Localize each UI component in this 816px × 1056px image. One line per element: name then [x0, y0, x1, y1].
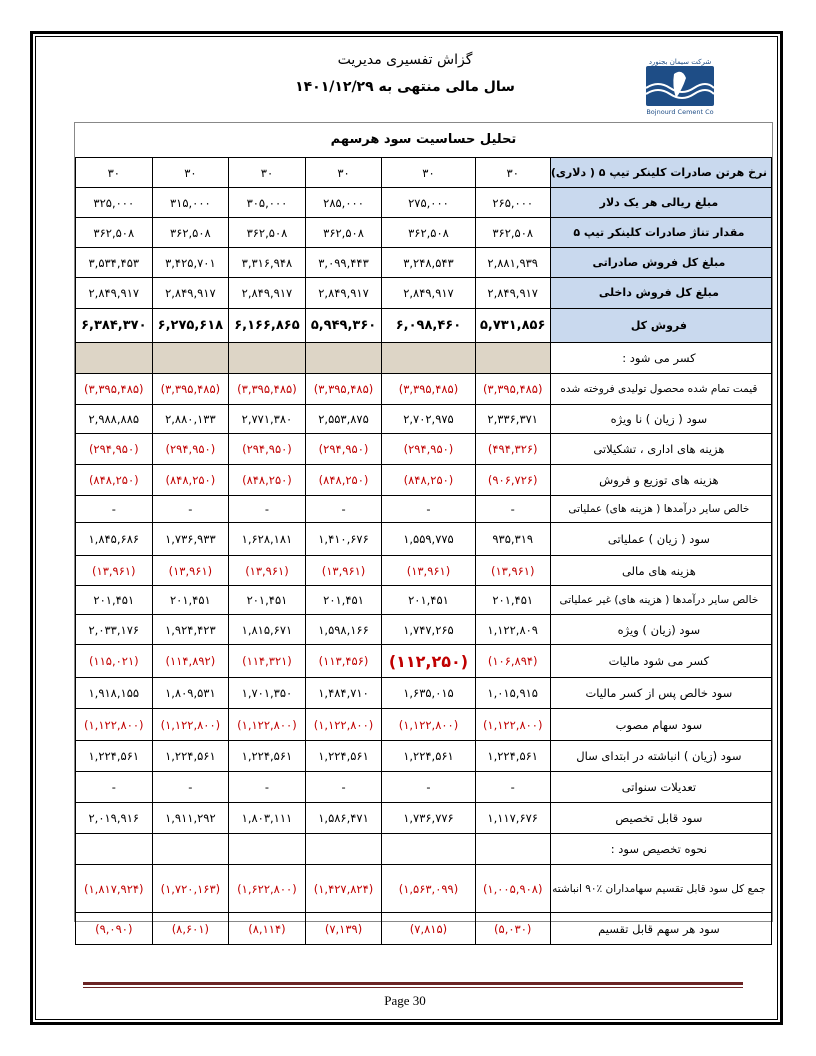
table-row [76, 772, 772, 803]
table-cell: - [229, 496, 306, 523]
table-cell: ۳۰ [305, 158, 382, 188]
table-cell: ۳,۵۳۴,۴۵۳ [76, 248, 153, 278]
table-cell: ۲,۸۴۹,۹۱۷ [76, 278, 153, 309]
row-label: مبلغ کل فروش صادراتی [550, 248, 771, 278]
table-cell: ۱,۵۹۸,۱۶۶ [305, 615, 382, 645]
table-cell: ۱,۸۰۹,۵۳۱ [152, 678, 229, 709]
table-cell: (۲۹۴,۹۵۰) [229, 434, 306, 465]
table-cell [475, 343, 550, 374]
table-cell [475, 834, 550, 865]
table-cell: - [305, 496, 382, 523]
row-label: هزینه های اداری ، تشکیلاتی [550, 434, 771, 465]
table-cell: ۳۶۲,۵۰۸ [229, 218, 306, 248]
table-cell: ۱,۱۲۲,۸۰۹ [475, 615, 550, 645]
table-cell: - [152, 496, 229, 523]
table-cell: ۶,۰۹۸,۴۶۰ [382, 309, 475, 343]
table-cell: ۱,۹۱۸,۱۵۵ [76, 678, 153, 709]
table-cell: ۲۰۱,۴۵۱ [76, 586, 153, 615]
row-label: کسر می شود مالیات [550, 645, 771, 678]
table-cell: ۳۰ [229, 158, 306, 188]
table-cell: ۳۰ [475, 158, 550, 188]
table-cell: ۳,۳۱۶,۹۴۸ [229, 248, 306, 278]
table-cell: (۷,۸۱۵) [382, 913, 475, 945]
table-cell: ۱,۷۴۷,۲۶۵ [382, 615, 475, 645]
logo-text-en: Bojnourd Cement Co [646, 108, 714, 116]
table-cell: (۲۹۴,۹۵۰) [152, 434, 229, 465]
row-label: سود هر سهم قابل تقسیم [550, 913, 771, 945]
table-cell: ۱,۲۲۴,۵۶۱ [382, 741, 475, 772]
logo-wave-icon [646, 66, 714, 106]
table-row [76, 865, 772, 913]
table-cell: - [382, 772, 475, 803]
table-cell [305, 343, 382, 374]
table-cell: - [152, 772, 229, 803]
table-cell: - [76, 496, 153, 523]
table-cell: (۸۴۸,۲۵۰) [305, 465, 382, 496]
table-cell: (۸۴۸,۲۵۰) [152, 465, 229, 496]
table-cell: ۲,۳۳۶,۳۷۱ [475, 405, 550, 434]
table-cell: ۲,۰۳۳,۱۷۶ [76, 615, 153, 645]
table-cell: (۱,۱۲۲,۸۰۰) [76, 709, 153, 741]
table-row [76, 741, 772, 772]
table-cell: ۲,۵۵۳,۸۷۵ [305, 405, 382, 434]
row-label: مقدار تناژ صادرات کلینکر تیپ ۵ [550, 218, 771, 248]
table-cell: (۱,۱۲۲,۸۰۰) [152, 709, 229, 741]
row-label: سود (زیان ) ویژه [550, 615, 771, 645]
table-cell: ۳۶۲,۵۰۸ [152, 218, 229, 248]
table-row [76, 218, 772, 248]
sensitivity-table-container [74, 122, 773, 936]
table-cell: (۱۰۶,۸۹۴) [475, 645, 550, 678]
table-cell: ۲,۸۴۹,۹۱۷ [305, 278, 382, 309]
table-cell: (۱۳,۹۶۱) [76, 556, 153, 586]
table-cell: - [229, 772, 306, 803]
table-cell: ۳۶۲,۵۰۸ [475, 218, 550, 248]
table-cell: ۳,۲۴۸,۵۴۳ [382, 248, 475, 278]
table-cell: ۳۰۵,۰۰۰ [229, 188, 306, 218]
table-cell: - [382, 496, 475, 523]
table-cell [152, 343, 229, 374]
table-cell: (۱,۱۲۲,۸۰۰) [229, 709, 306, 741]
table-cell: ۳۶۲,۵۰۸ [305, 218, 382, 248]
table-cell: (۲۹۴,۹۵۰) [76, 434, 153, 465]
row-label: هزینه های توزیع و فروش [550, 465, 771, 496]
table-cell [382, 834, 475, 865]
table-row [76, 309, 772, 343]
table-cell: ۱,۰۱۵,۹۱۵ [475, 678, 550, 709]
table-row [76, 645, 772, 678]
table-cell: (۱۳,۹۶۱) [382, 556, 475, 586]
table-cell: (۱۳,۹۶۱) [475, 556, 550, 586]
table-cell: (۳,۳۹۵,۴۸۵) [76, 374, 153, 405]
table-cell: (۱۱۵,۰۲۱) [76, 645, 153, 678]
table-cell: (۲۹۴,۹۵۰) [305, 434, 382, 465]
table-cell: ۲۰۱,۴۵۱ [305, 586, 382, 615]
row-label: مبلغ ریالی هر یک دلار [550, 188, 771, 218]
table-cell: ۱,۷۳۶,۹۳۳ [152, 523, 229, 556]
table-cell: ۲۰۱,۴۵۱ [475, 586, 550, 615]
row-label: قیمت تمام شده محصول تولیدی فروخته شده [550, 374, 771, 405]
table-cell: ۱,۵۸۶,۴۷۱ [305, 803, 382, 834]
row-label: سود قابل تخصیص [550, 803, 771, 834]
table-cell: (۱,۸۱۷,۹۲۴) [76, 865, 153, 913]
table-cell: ۳۶۲,۵۰۸ [76, 218, 153, 248]
table-row [76, 278, 772, 309]
table-cell: ۲,۸۴۹,۹۱۷ [229, 278, 306, 309]
table-cell: - [475, 496, 550, 523]
row-label: کسر می شود : [550, 343, 771, 374]
table-cell: ۱,۷۳۶,۷۷۶ [382, 803, 475, 834]
table-cell [152, 834, 229, 865]
table-cell [382, 343, 475, 374]
table-cell: ۳۰ [152, 158, 229, 188]
table-cell: ۶,۲۷۵,۶۱۸ [152, 309, 229, 343]
table-cell: ۱,۲۲۴,۵۶۱ [305, 741, 382, 772]
table-cell: - [305, 772, 382, 803]
table-title: تحلیل حساسیت سود هرسهم [330, 132, 517, 147]
table-cell: ۱,۶۲۸,۱۸۱ [229, 523, 306, 556]
table-cell: (۱۳,۹۶۱) [305, 556, 382, 586]
row-label: سود (زیان ) انباشته در ابتدای سال [550, 741, 771, 772]
table-cell: ۱,۴۸۴,۷۱۰ [305, 678, 382, 709]
table-cell: (۲۹۴,۹۵۰) [382, 434, 475, 465]
table-row [76, 434, 772, 465]
row-label: سود خالص پس از کسر مالیات [550, 678, 771, 709]
table-cell [76, 834, 153, 865]
table-cell: ۱,۲۲۴,۵۶۱ [229, 741, 306, 772]
table-cell: ۳۲۵,۰۰۰ [76, 188, 153, 218]
table-cell: ۲۰۱,۴۵۱ [229, 586, 306, 615]
table-cell: ۲۸۵,۰۰۰ [305, 188, 382, 218]
table-cell: ۲,۸۸۰,۱۳۳ [152, 405, 229, 434]
table-cell: ۹۳۵,۳۱۹ [475, 523, 550, 556]
table-row [76, 913, 772, 945]
table-cell [229, 834, 306, 865]
company-logo [640, 52, 720, 120]
table-cell: ۱,۱۱۷,۶۷۶ [475, 803, 550, 834]
table-cell: (۱,۱۲۲,۸۰۰) [382, 709, 475, 741]
table-cell: ۱,۸۱۵,۶۷۱ [229, 615, 306, 645]
table-cell: (۷,۱۳۹) [305, 913, 382, 945]
table-cell: ۱,۶۳۵,۰۱۵ [382, 678, 475, 709]
table-cell: (۵,۰۳۰) [475, 913, 550, 945]
table-cell: ۱,۸۴۵,۶۸۶ [76, 523, 153, 556]
table-row [76, 405, 772, 434]
sensitivity-table [75, 157, 772, 945]
row-label: جمع کل سود قابل تقسیم سهامداران ٪۹۰ انباشته [550, 865, 771, 913]
table-cell: ۱,۵۵۹,۷۷۵ [382, 523, 475, 556]
report-subtitle: سال مالی منتهی به ۱۴۰۱/۱۲/۲۹ [295, 79, 515, 95]
table-row [76, 248, 772, 278]
table-cell: ۱,۸۰۳,۱۱۱ [229, 803, 306, 834]
table-cell: ۳۱۵,۰۰۰ [152, 188, 229, 218]
table-cell: ۵,۷۳۱,۸۵۶ [475, 309, 550, 343]
table-row [76, 188, 772, 218]
table-row [76, 465, 772, 496]
row-label: هزینه های مالی [550, 556, 771, 586]
row-label: نحوه تخصیص سود : [550, 834, 771, 865]
table-row [76, 678, 772, 709]
table-cell: (۱۱۲,۲۵۰) [382, 645, 475, 678]
table-cell: ۲,۰۱۹,۹۱۶ [76, 803, 153, 834]
table-row [76, 496, 772, 523]
table-cell: (۱,۶۲۲,۸۰۰) [229, 865, 306, 913]
table-cell: (۱,۵۶۳,۰۹۹) [382, 865, 475, 913]
table-row [76, 586, 772, 615]
logo-emblem [646, 66, 714, 106]
table-row [76, 158, 772, 188]
table-cell: ۲۰۱,۴۵۱ [152, 586, 229, 615]
table-cell: (۱۳,۹۶۱) [229, 556, 306, 586]
table-cell: ۲,۸۴۹,۹۱۷ [382, 278, 475, 309]
table-cell: - [475, 772, 550, 803]
table-row [76, 834, 772, 865]
table-cell: (۳,۳۹۵,۴۸۵) [475, 374, 550, 405]
row-label: خالص سایر درآمدها ( هزینه های) غیر عملیاتی [550, 586, 771, 615]
table-cell: (۸۴۸,۲۵۰) [229, 465, 306, 496]
table-cell: (۱۱۳,۴۵۶) [305, 645, 382, 678]
logo-text-fa: شرکت سیمان بجنورد [648, 58, 712, 66]
table-row [76, 523, 772, 556]
table-cell: (۸۴۸,۲۵۰) [382, 465, 475, 496]
row-label: سود سهام مصوب [550, 709, 771, 741]
row-label: سود ( زیان ) عملیاتی [550, 523, 771, 556]
table-cell: ۳۰ [76, 158, 153, 188]
table-cell: ۲۷۵,۰۰۰ [382, 188, 475, 218]
table-cell: ۳,۰۹۹,۴۴۳ [305, 248, 382, 278]
table-cell: ۱,۲۲۴,۵۶۱ [152, 741, 229, 772]
table-cell: (۱,۱۲۲,۸۰۰) [305, 709, 382, 741]
table-row [76, 709, 772, 741]
table-cell: (۴۹۴,۳۲۶) [475, 434, 550, 465]
table-cell: ۳,۴۲۵,۷۰۱ [152, 248, 229, 278]
table-cell: ۱,۷۰۱,۳۵۰ [229, 678, 306, 709]
table-cell: ۱,۲۲۴,۵۶۱ [76, 741, 153, 772]
table-cell: ۲۰۱,۴۵۱ [382, 586, 475, 615]
page-number: Page 30 [384, 993, 426, 1008]
table-row [76, 343, 772, 374]
table-cell: ۱,۲۲۴,۵۶۱ [475, 741, 550, 772]
table-cell: ۲۶۵,۰۰۰ [475, 188, 550, 218]
row-label: تعدیلات سنواتی [550, 772, 771, 803]
row-label: نرخ هرتن صادرات کلینکر تیپ ۵ ( دلاری) [550, 158, 771, 188]
row-label: فروش کل [550, 309, 771, 343]
row-label: سود ( زیان ) نا ویژه [550, 405, 771, 434]
table-cell: ۱,۹۲۴,۴۲۳ [152, 615, 229, 645]
footer-rule-thin [83, 987, 743, 988]
table-cell: ۲,۷۰۲,۹۷۵ [382, 405, 475, 434]
table-cell: (۳,۳۹۵,۴۸۵) [152, 374, 229, 405]
table-cell: (۸۴۸,۲۵۰) [76, 465, 153, 496]
table-cell: (۸,۱۱۴) [229, 913, 306, 945]
table-cell: (۸,۶۰۱) [152, 913, 229, 945]
table-cell: - [76, 772, 153, 803]
table-cell: (۱,۰۰۵,۹۰۸) [475, 865, 550, 913]
table-cell: (۱۳,۹۶۱) [152, 556, 229, 586]
table-cell: ۲,۸۴۹,۹۱۷ [152, 278, 229, 309]
table-row [76, 374, 772, 405]
table-cell: (۹,۰۹۰) [76, 913, 153, 945]
footer-rule-thick [83, 982, 743, 985]
table-cell: ۲,۸۴۹,۹۱۷ [475, 278, 550, 309]
table-cell: (۹۰۶,۷۲۶) [475, 465, 550, 496]
table-row [76, 556, 772, 586]
table-cell: (۳,۳۹۵,۴۸۵) [305, 374, 382, 405]
table-cell: (۱,۱۲۲,۸۰۰) [475, 709, 550, 741]
table-cell: ۲,۷۷۱,۳۸۰ [229, 405, 306, 434]
table-cell: (۳,۳۹۵,۴۸۵) [229, 374, 306, 405]
table-cell: ۲,۸۸۱,۹۳۹ [475, 248, 550, 278]
report-title: گزاش تفسیری مدیریت [337, 52, 473, 68]
table-cell: ۱,۹۱۱,۲۹۲ [152, 803, 229, 834]
table-cell [229, 343, 306, 374]
table-cell: ۳۰ [382, 158, 475, 188]
table-cell: (۱,۴۲۷,۸۲۴) [305, 865, 382, 913]
table-cell: ۶,۳۸۴,۳۷۰ [76, 309, 153, 343]
row-label: مبلغ کل فروش داخلی [550, 278, 771, 309]
table-cell [305, 834, 382, 865]
table-cell: ۱,۴۱۰,۶۷۶ [305, 523, 382, 556]
table-row [76, 615, 772, 645]
table-cell: (۳,۳۹۵,۴۸۵) [382, 374, 475, 405]
table-cell: (۱۱۴,۸۹۲) [152, 645, 229, 678]
table-cell [76, 343, 153, 374]
table-cell: (۱,۷۲۰,۱۶۳) [152, 865, 229, 913]
table-cell: ۲,۹۸۸,۸۸۵ [76, 405, 153, 434]
table-cell: ۵,۹۴۹,۳۶۰ [305, 309, 382, 343]
table-row [76, 803, 772, 834]
table-cell: ۶,۱۶۶,۸۶۵ [229, 309, 306, 343]
table-cell: ۳۶۲,۵۰۸ [382, 218, 475, 248]
table-cell: (۱۱۴,۳۲۱) [229, 645, 306, 678]
row-label: خالص سایر درآمدها ( هزینه های) عملیاتی [550, 496, 771, 523]
